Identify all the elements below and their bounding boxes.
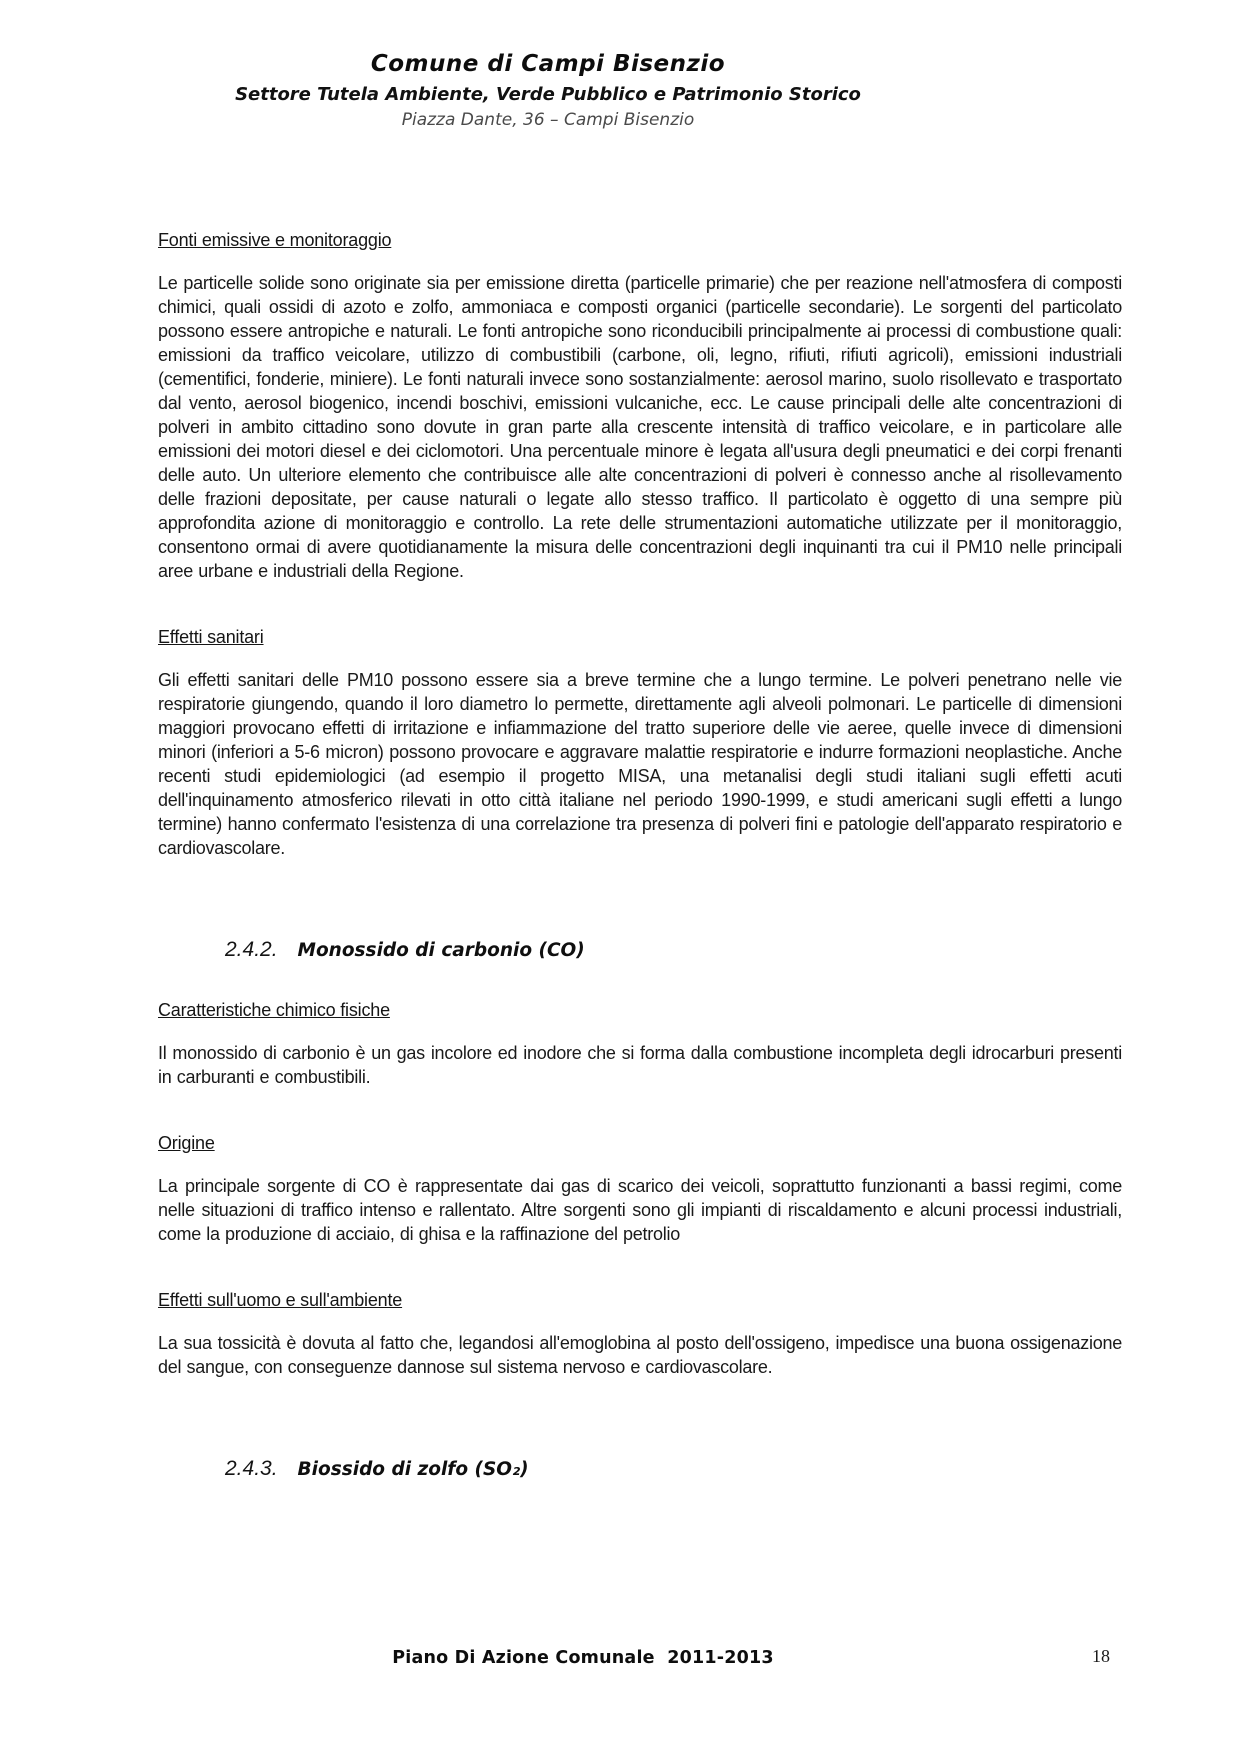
document-header bbox=[158, 0, 938, 132]
paragraph-effetti-sanitari: Gli effetti sanitari delle PM10 possono essere sia a breve termine che a lungo termine. Le polveri penetrano nelle vie respiratorie giungendo, quando il loro diametro lo permette, direttamente agli alveoli polmonari. Le particelle di dimensioni maggiori provocano effetti di irritazione e infiammazione del tratto superiore delle vie aeree, quelle invece di dimensioni minori (inferiori a 5-6 micron) possono provocare e aggravare malattie respiratorie e indurre formazioni neoplastiche. Anche recenti studi epidemiologici (ad esempio il progetto MISA, una metanalisi degli studi italiani sugli effetti acuti dell'inquinamento atmosferico rilevati in otto città italiane nel periodo 1990-1999, e studi americani sugli effetti a lungo termine) hanno confermato l'esistenza di una correlazione tra presenza di polveri fini e patologie dell'apparato respiratorio e cardiovascolare. bbox=[158, 669, 1122, 858]
heading-2-4-2-number: 2.4.2. bbox=[225, 937, 278, 961]
heading-2-4-2 bbox=[225, 938, 1122, 962]
footer-title: Piano Di Azione Comunale 2011-2013 bbox=[392, 1648, 774, 1668]
document-body bbox=[158, 230, 1122, 1481]
heading-2-4-2-title: Monossido di carbonio (CO) bbox=[297, 939, 585, 961]
paragraph-origine: La principale sorgente di CO è rappresentate dai gas di scarico dei veicoli, soprattutto funzionanti a bassi regimi, come nelle situazioni di traffico intenso e rallentato. Altre sorgenti sono gli impianti di riscaldamento e alcuni processi industriali, come la produzione di acciaio, di ghisa e la raffinazione del petrolio bbox=[158, 1175, 1122, 1244]
header-organization: Comune di Campi Bisenzio bbox=[370, 51, 726, 77]
header-department: Settore Tutela Ambiente, Verde Pubblico e Patrimonio Storico bbox=[235, 83, 861, 105]
heading-2-4-3-title: Biossido di zolfo (SO₂) bbox=[297, 1458, 529, 1480]
heading-2-4-3-number: 2.4.3. bbox=[225, 1456, 278, 1480]
paragraph-caratteristiche: Il monossido di carbonio è un gas incolore ed inodore che si forma dalla combustione incompleta degli idrocarburi presenti in carburanti e combustibili. bbox=[158, 1042, 1122, 1087]
paragraph-fonti-emissive: Le particelle solide sono originate sia per emissione diretta (particelle primarie) che per reazione nell'atmosfera di composti chimici, quali ossidi di azoto e zolfo, ammoniaca e composti organici (particelle secondarie). Le sorgenti del particolato possono essere antropiche e naturali. Le fonti antropiche sono riconducibili principalmente ai processi di combustione quali: emissioni da traffico veicolare, utilizzo di combustibili (carbone, oli, legno, rifiuti, rifiuti agricoli), emissioni industriali (cementifici, fonderie, miniere). Le fonti naturali invece sono sostanzialmente: aerosol marino, suolo risollevato e trasportato dal vento, aerosol biogenico, incendi boschivi, emissioni vulcaniche, ecc. Le cause principali delle alte concentrazioni di polveri in ambito cittadino sono dovute in gran parte alla crescente intensità di traffico veicolare, e in particolare alle emissioni dei motori diesel e dei ciclomotori. Una percentuale minore è legata all'usura degli pneumatici e dei corpi frenanti delle auto. Un ulteriore elemento che contribuisce alle alte concentrazioni di polveri è connesso anche al risollevamento delle frazioni depositate, per cause naturali o legate allo stesso traffico. Il particolato è oggetto di una sempre più approfondita azione di monitoraggio e controllo. La rete delle strumentazioni automatiche utilizzate per il monitoraggio, consentono ormai di avere quotidianamente la misura delle concentrazioni degli inquinanti tra cui il PM10 nelle principali aree urbane e industriali della Regione. bbox=[158, 272, 1122, 581]
section-heading-effetti-sanitari: Effetti sanitari bbox=[158, 626, 264, 647]
section-heading-fonti-emissive: Fonti emissive e monitoraggio bbox=[158, 229, 392, 250]
paragraph-effetti-uomo-ambiente: La sua tossicità è dovuta al fatto che, legandosi all'emoglobina al posto dell'ossigeno, impedisce una buona ossigenazione del sangue, con conseguenze dannose sul sistema nervoso e cardiovascolare. bbox=[158, 1332, 1122, 1377]
heading-2-4-3 bbox=[225, 1457, 1122, 1481]
header-address: Piazza Dante, 36 – Campi Bisenzio bbox=[401, 110, 695, 131]
section-heading-origine: Origine bbox=[158, 1132, 215, 1153]
section-heading-caratteristiche: Caratteristiche chimico fisiche bbox=[158, 999, 390, 1020]
page-number: 18 bbox=[1092, 1646, 1110, 1666]
section-heading-effetti-uomo-ambiente: Effetti sull'uomo e sull'ambiente bbox=[158, 1289, 403, 1310]
